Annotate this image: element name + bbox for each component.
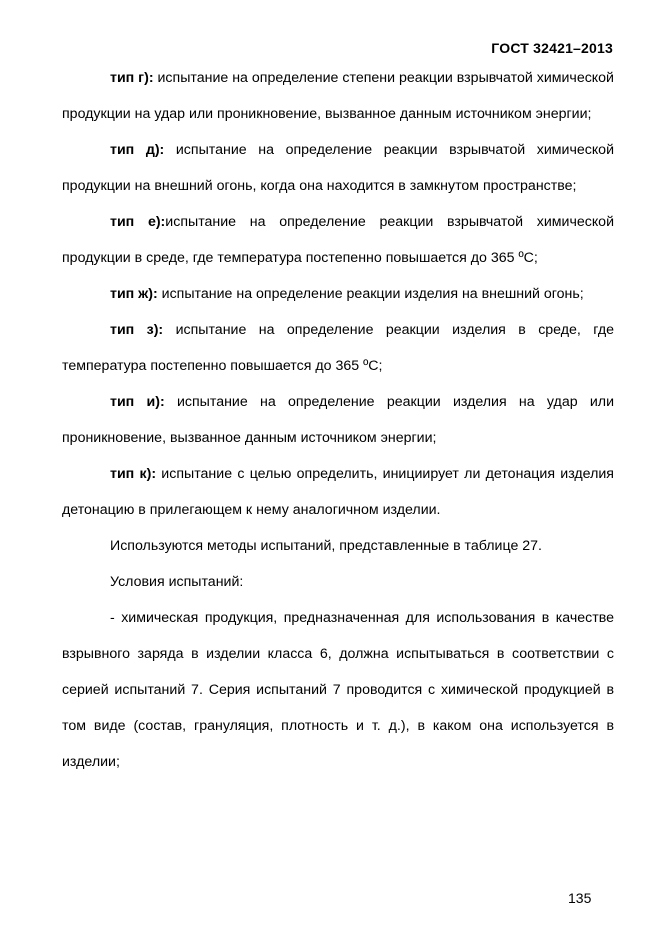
test-conditions-heading: Условия испытаний: [110,574,244,590]
type-i-text: испытание на определение реакции изделия на удар или проникновение, вызванное данным источником энергии; [62,394,614,446]
type-zh-label: тип ж): [110,286,158,302]
document-header: ГОСТ 32421–2013 [491,40,613,56]
type-g-paragraph [62,60,614,132]
type-e-text: испытание на определение реакции взрывчатой химической продукции в среде, где температура постепенно повышается до 365 ºС; [62,214,614,266]
type-i-paragraph [62,384,614,456]
type-zh-paragraph [62,276,614,312]
type-e-label: тип е): [110,214,166,230]
page-body [62,60,614,780]
type-k-text: испытание с целью определить, инициирует ли детонация изделия детонацию в прилегающем к нему аналогичном изделии. [62,466,614,518]
type-g-text: испытание на определение степени реакции взрывчатой химической продукции на удар или проникновение, вызванное данным источником энергии; [62,70,614,122]
type-e-paragraph [62,204,614,276]
type-d-paragraph [62,132,614,204]
type-z-label: тип з): [110,322,164,338]
type-z-text: испытание на определение реакции изделия в среде, где температура постепенно повышается до 365 ºС; [62,322,614,374]
type-z-paragraph [62,312,614,384]
type-i-label: тип и): [110,394,165,410]
page-number: 135 [568,890,592,906]
type-zh-text: испытание на определение реакции изделия на внешний огонь; [157,286,584,302]
test-conditions-item: - химическая продукция, предназначенная для использования в качестве взрывного заряда в изделии класса 6, должна испытываться в соответствии с серией испытаний 7. Серия испытаний 7 проводится с химической продукцией в том виде (состав, грануляция, плотность и т. д.), в каком она используется в изделии; [62,610,614,770]
type-k-paragraph [62,456,614,528]
type-k-label: тип к): [110,466,157,482]
type-g-label: тип г): [110,70,154,86]
test-methods-paragraph: Используются методы испытаний, представленные в таблице 27. [110,538,543,554]
type-d-text: испытание на определение реакции взрывчатой химической продукции на внешний огонь, когда она находится в замкнутом пространстве; [62,142,614,194]
type-d-label: тип д): [110,142,165,158]
